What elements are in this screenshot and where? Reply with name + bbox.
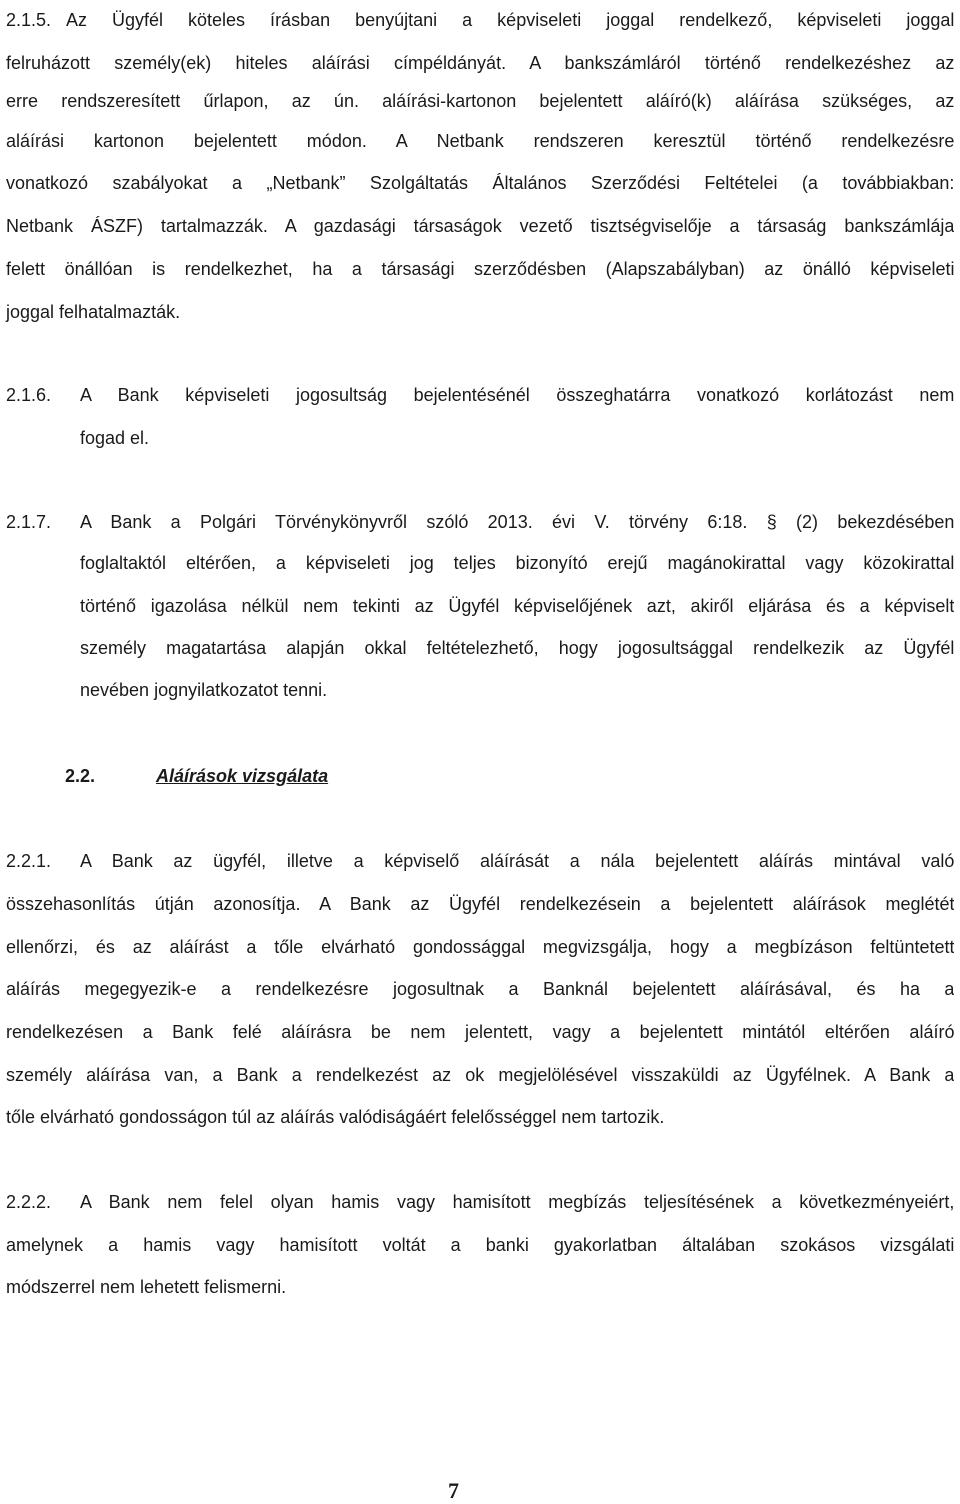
paragraph-line: módszerrel nem lehetett felismerni. — [6, 1277, 287, 1297]
paragraph-line: vonatkozó szabályokat a „Netbank” Szolgáltatás Általános Szerződési Feltételei (a továbbiakban: — [6, 173, 954, 193]
paragraph-line: személy magatartása alapján okkal feltételezhető, hogy jogosultsággal rendelkezik az Ügyfél — [80, 638, 954, 658]
paragraph-line: összehasonlítás útján azonosítja. A Bank az Ügyfél rendelkezésein a bejelentett aláírások meglétét — [6, 894, 954, 914]
paragraph-line: amelynek a hamis vagy hamisított voltát a banki gyakorlatban általában szokásos vizsgálati — [6, 1235, 954, 1255]
section-number: 2.2.2. — [6, 1192, 52, 1212]
paragraph-line: Netbank ÁSZF) tartalmazzák. A gazdasági társaságok vezető tisztségviselője a társaság bankszámlája — [6, 216, 954, 236]
page-number: 7 — [448, 1478, 459, 1503]
paragraph-line: tőle elvárható gondosságon túl az aláírás valódiságáért felelősséggel nem tartozik. — [6, 1107, 665, 1127]
paragraph-line: ellenőrzi, és az aláírást a tőle elvárható gondossággal megvizsgálja, hogy a megbízáson feltüntetett — [6, 937, 954, 957]
paragraph-line: foglaltaktól eltérően, a képviseleti jog teljes bizonyító erejű magánokirattal vagy közokirattal — [80, 553, 954, 573]
paragraph-line: aláírási kartonon bejelentett módon. A Netbank rendszeren keresztül történő rendelkezésre — [6, 131, 954, 151]
paragraph-line: aláírás megegyezik-e a rendelkezésre jogosultnak a Banknál bejelentett aláírásával, és ha a — [6, 979, 954, 999]
paragraph-line: történő igazolása nélkül nem tekinti az Ügyfél képviselőjének azt, akiről eljárása és a képviselt — [80, 596, 954, 616]
paragraph-line: személy aláírása van, a Bank a rendelkezést az ok megjelölésével visszaküldi az Ügyfélnek. A Bank a — [6, 1065, 954, 1085]
paragraph-line: A Bank nem felel olyan hamis vagy hamisított megbízás teljesítésének a következményeiért, — [80, 1192, 954, 1212]
paragraph-line: erre rendszeresített űrlapon, az ún. aláírási-kartonon bejelentett aláíró(k) aláírása szükséges, az — [6, 91, 954, 111]
paragraph-line: rendelkezésen a Bank felé aláírásra be nem jelentett, vagy a bejelentett mintától eltérően aláíró — [6, 1022, 954, 1042]
paragraph-line: A Bank képviseleti jogosultság bejelentésénél összeghatárra vonatkozó korlátozást nem — [80, 385, 954, 405]
paragraph-line: felett önállóan is rendelkezhet, ha a társasági szerződésben (Alapszabályban) az önálló képviseleti — [6, 259, 954, 279]
heading-number: 2.2. — [65, 766, 96, 786]
paragraph-line: felruházott személy(ek) hiteles aláírási címpéldányát. A bankszámláról történő rendelkezéshez az — [6, 53, 954, 73]
paragraph-line: A Bank a Polgári Törvénykönyvről szóló 2013. évi V. törvény 6:18. § (2) bekezdésében — [80, 512, 954, 532]
paragraph-line: nevében jognyilatkozatot tenni. — [80, 680, 328, 700]
paragraph-line: A Bank az ügyfél, illetve a képviselő aláírását a nála bejelentett aláírás mintával való — [80, 851, 954, 871]
heading-title: Aláírások vizsgálata — [156, 766, 329, 786]
paragraph-line: fogad el. — [80, 428, 150, 448]
paragraph-line: Az Ügyfél köteles írásban benyújtani a képviseleti joggal rendelkező, képviseleti joggal — [66, 10, 954, 30]
paragraph-line: joggal felhatalmazták. — [6, 302, 181, 322]
section-number: 2.1.5. — [6, 10, 52, 30]
section-number: 2.1.6. — [6, 385, 52, 405]
section-number: 2.2.1. — [6, 851, 52, 871]
section-number: 2.1.7. — [6, 512, 52, 532]
